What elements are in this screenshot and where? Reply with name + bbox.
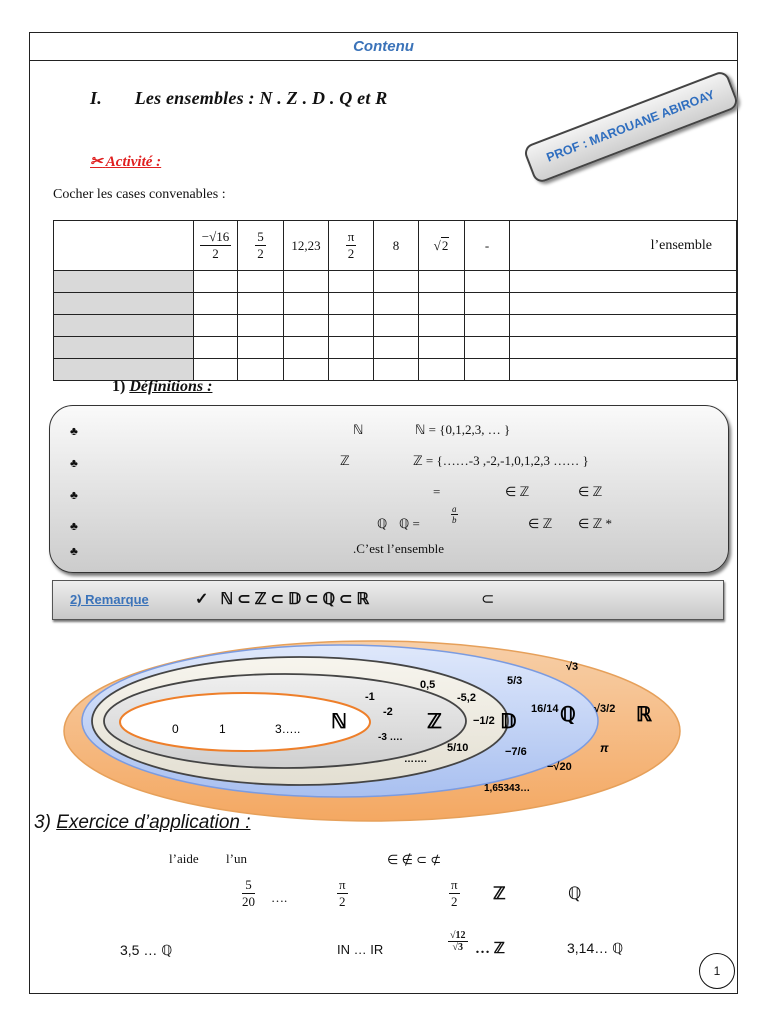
ex-r1-frac-b: $\frac{\pi}{2}$ [339,877,346,909]
ex-r2-b: IN … IR [337,942,384,957]
q-elem-2: √3/2 [594,703,616,715]
club-bullet-icon: ♣ [70,519,78,533]
def-q-member-a: ∈ ℤ [528,516,553,531]
club-bullet-icon: ♣ [70,424,78,438]
label-n: ℕ [331,711,348,733]
label-r: ℝ [636,704,652,726]
z-elem-2: -3 …. [378,732,403,743]
d-elem-2: −1/2 [473,715,495,727]
def-r-text: .C’est l’ensemble [353,541,444,556]
ex-symbols: ∈ ∉ ⊂ ⊄ [387,852,442,867]
z-elem-0: -1 [365,691,375,703]
ex-r1-frac-a: $\frac{5}{20}$ [242,877,255,909]
section-title-text: Les ensembles : N . Z . D . Q et R [134,88,388,108]
def-q-member-b: ∈ ℤ * [578,516,613,531]
exercise-title: Exercice d’application : [56,812,251,833]
n-elem-2: 3….. [275,722,301,736]
scissors-icon: ✂︎ [90,154,103,170]
author-stamp: PROF : MAROUANE ABIROAY [522,69,740,184]
table-header-cell: 8 [374,221,419,271]
def-q-expression: ℚ = [399,516,420,531]
q-elem-0: 5/3 [507,675,523,687]
d-elem-1: -5,2 [457,692,476,704]
instruction-text: Cocher les cases convenables : [53,187,226,202]
page-header: Contenu [29,32,738,61]
def-d-member-a: ∈ ℤ [505,484,530,499]
label-q: ℚ [560,704,576,726]
exercise-number: 3) [34,812,51,833]
club-bullet-icon: ♣ [70,488,78,502]
d-elem-4: −7/6 [505,746,527,758]
label-d: 𝔻 [500,711,517,733]
remarque-label: 2) Remarque [70,592,149,607]
table-header-cell: $\frac{-√16}{2}$ [194,221,238,271]
def-n-symbol: ℕ [353,422,364,437]
club-bullet-icon: ♣ [70,456,78,470]
definitions-number: 1) [112,378,126,395]
ex-r2-frac: $\frac{√12}{√3}$ [450,930,466,953]
table-header-cell: l’ensemble [510,221,737,271]
club-bullet-icon: ♣ [70,544,78,558]
ex-r2-d: 3,14… ℚ [567,940,624,956]
r-elem-0: √3 [566,661,579,673]
ex-r1-dots: …. [271,890,288,905]
check-icon: ✓ [195,591,209,608]
exercise-heading [34,812,251,834]
definitions-title: Définitions : [129,378,213,395]
label-z: ℤ [427,711,442,733]
table-header-cell: - [465,221,510,271]
section-numeral: I. [90,88,102,108]
z-elem-3: ……. [404,754,427,765]
r-elem-2: 1,65343… [484,783,531,794]
def-q-symbol: ℚ [377,516,388,531]
q-elem-3: −√20 [547,761,572,773]
def-n-expression: ℕ = {0,1,2,3, … } [415,422,511,437]
def-d-member-b: ∈ ℤ [578,484,603,499]
r-elem-1: π [600,741,609,755]
ex-r2-a: 3,5 … ℚ [120,942,173,958]
inclusion-chain: ℕ ⊂ ℤ ⊂ 𝔻 ⊂ ℚ ⊂ ℝ [220,591,370,608]
subset-symbol: ⊂ [481,591,495,608]
ex-intro-a: l’aide [169,851,199,866]
q-elem-1: 16/14 [531,703,559,715]
def-z-expression: ℤ = {……-3 ,-2,-1,0,1,2,3 …… } [413,453,589,468]
n-elem-0: 0 [172,722,179,736]
def-d-equals: = [433,484,441,499]
n-elem-1: 1 [219,722,226,736]
def-q-fraction: a b [452,504,457,525]
page-number: 1 [699,953,735,989]
ex-r1-q: ℚ [568,884,582,903]
table-header-cell: $\frac{\pi}{2}$ [329,221,374,271]
table-header-cell: $\frac{5}{2}$ [238,221,284,271]
ex-r1-z: ℤ [493,884,506,903]
d-elem-0: 0,5 [420,679,436,691]
d-elem-3: 5/10 [447,742,469,754]
def-z-symbol: ℤ [340,453,350,468]
z-elem-1: -2 [383,706,393,718]
ex-r2-c: … ℤ [475,941,505,957]
activite-label: Activité : [105,154,162,170]
ex-r1-frac-c: $\frac{\pi}{2}$ [451,877,458,909]
table-header-cell: 12,23 [284,221,329,271]
ex-intro-b: l’un [226,851,247,866]
table-header-cell: √2 [419,221,465,271]
